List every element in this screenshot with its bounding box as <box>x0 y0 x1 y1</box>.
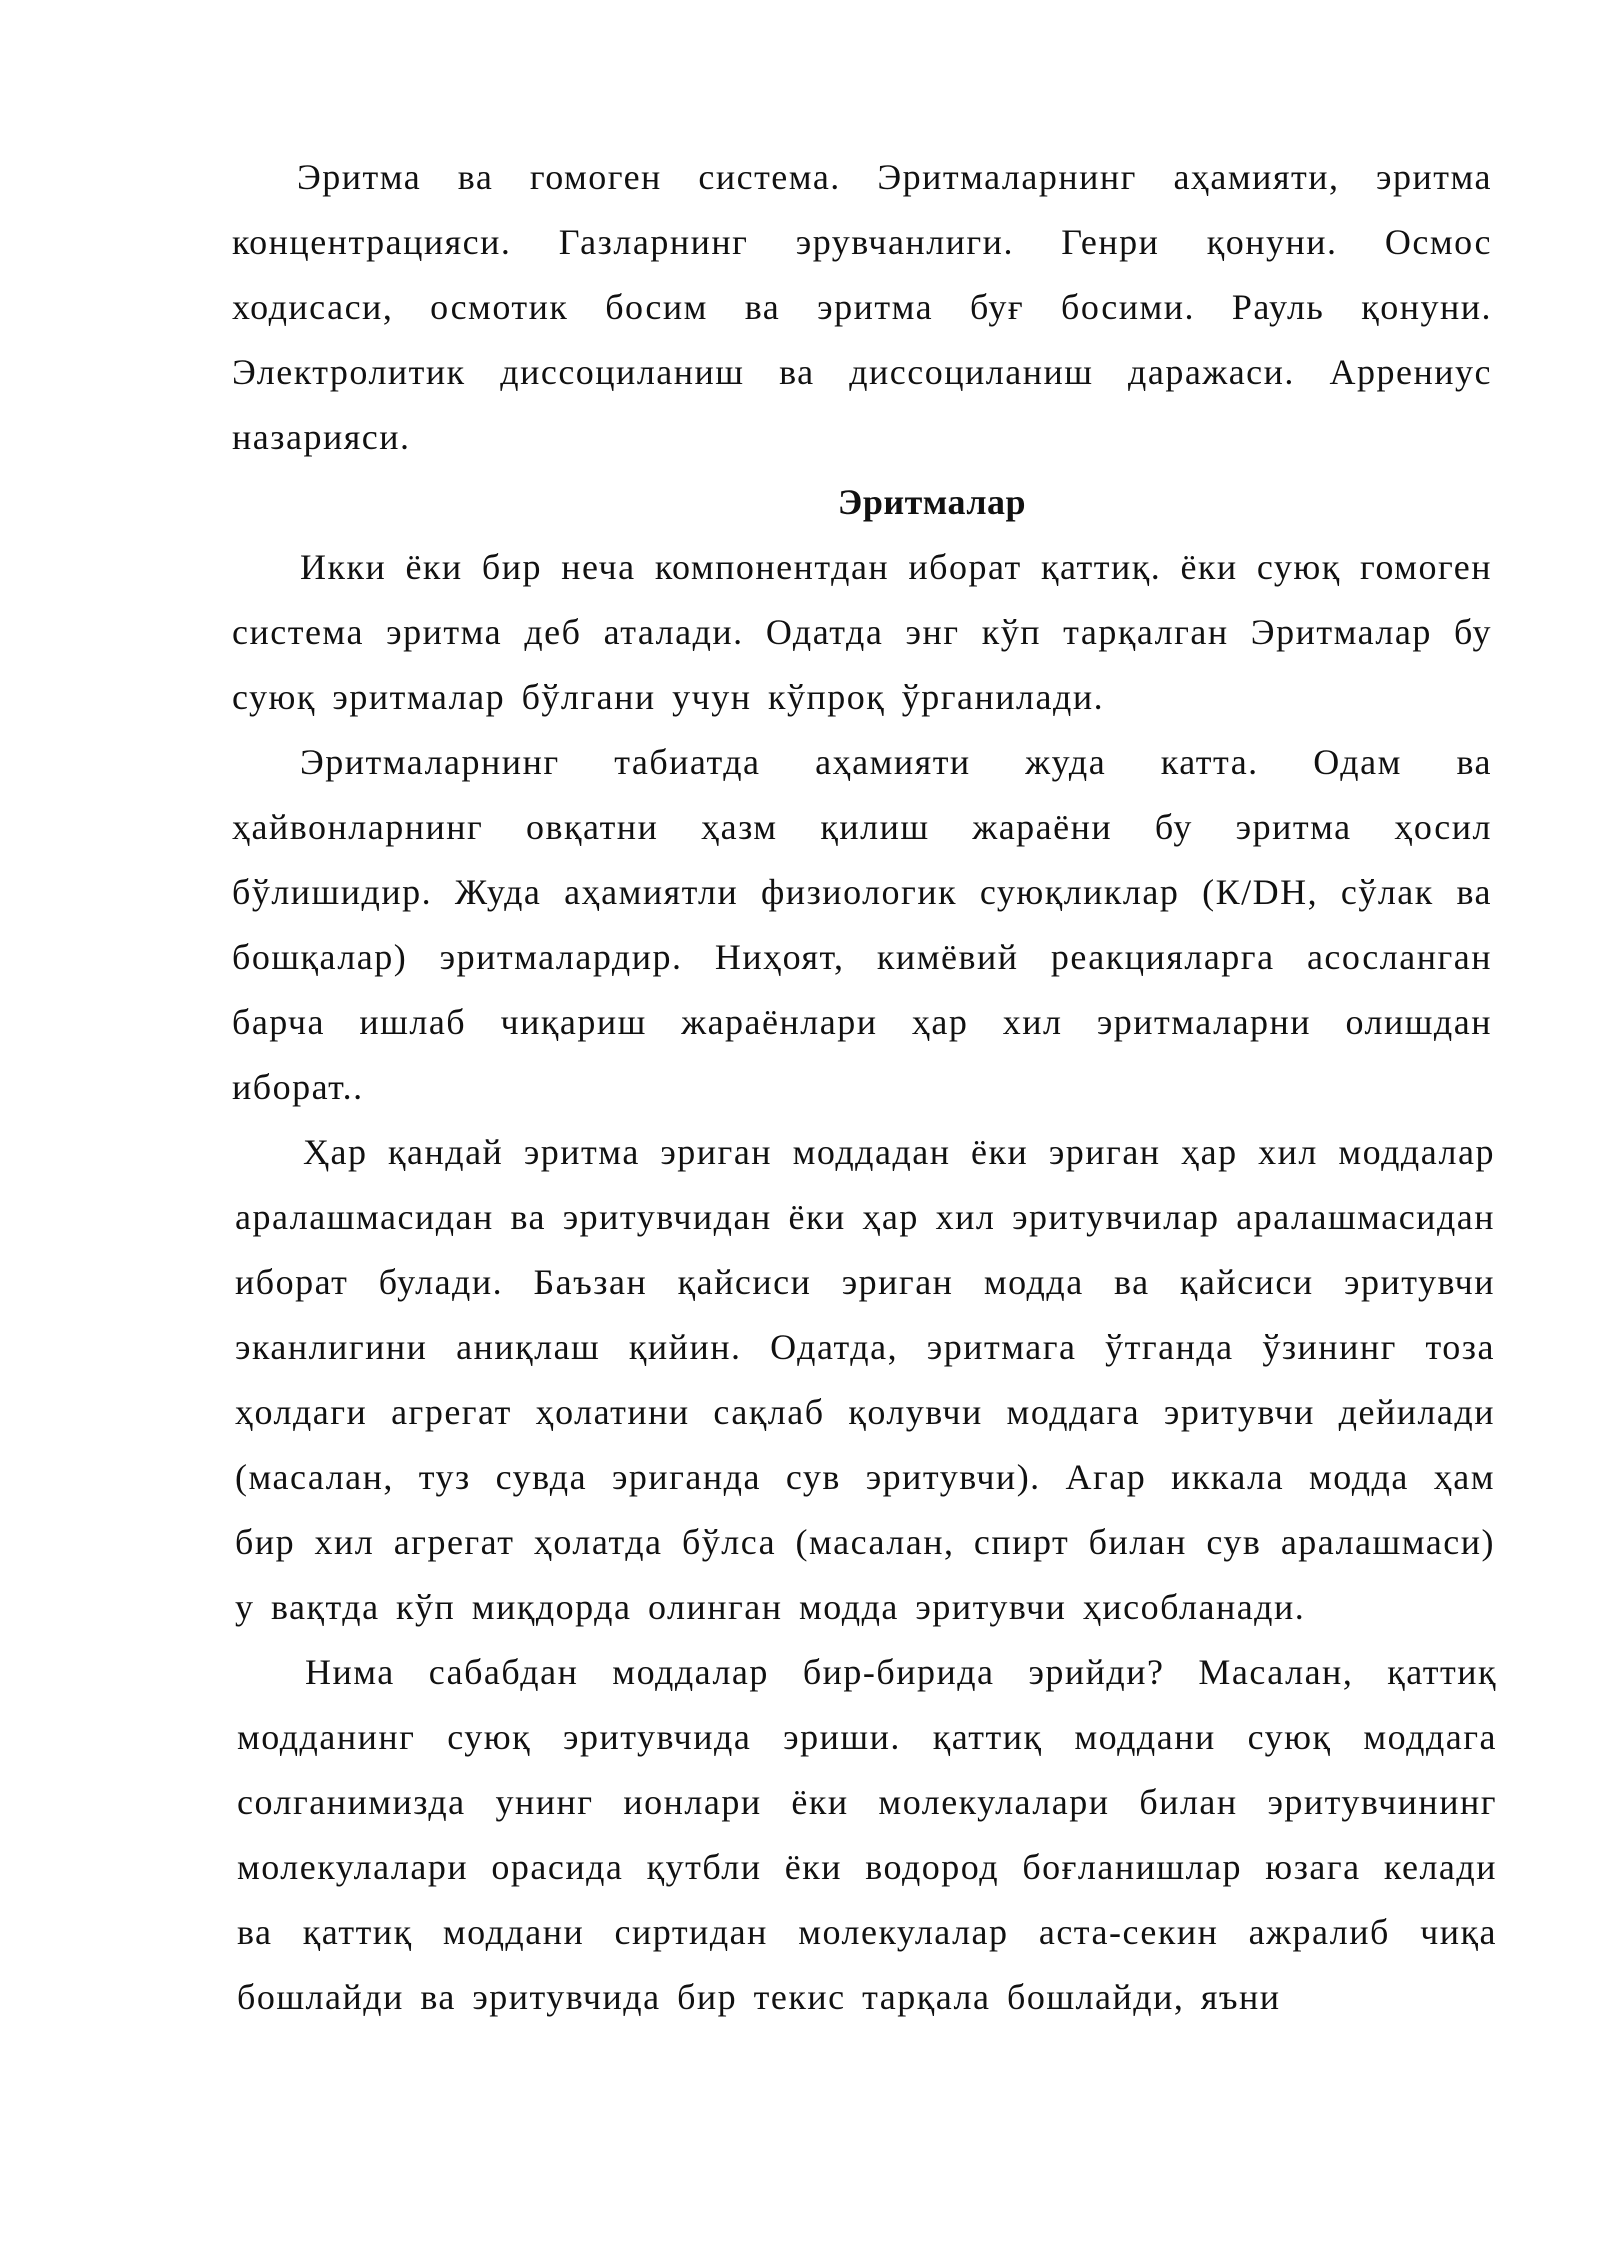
paragraph-definition: Икки ёки бир неча компонентдан иборат қаттиқ. ёки суюқ гомоген система эритма деб аталади. Одатда энг кўп тарқалган Эритмалар бу суюқ эритмалар бўлгани учун кўпроқ ўрганилади. <box>232 547 1492 717</box>
paragraph-dissolution: Нима сабабдан моддалар бир-бирида эрийди? Масалан, қаттиқ модданинг суюқ эритувчида эриши. қаттиқ моддани суюқ моддага солганимизда унинг ионлари ёки молекулалари билан эритувчининг молекулалари орасида қутбли ёки водород боғланишлар юзага келади ва қаттиқ моддани сиртидан молекулалар аста-секин ажралиб чиқа бошлайди ва эритувчида бир текис тарқала бошлайди, яъни <box>237 1652 1497 2017</box>
document-body <box>232 145 1497 2030</box>
paragraph-importance: Эритмаларнинг табиатда аҳамияти жуда катта. Одам ва ҳайвонларнинг овқатни ҳазм қилиш жараёни бу эритма ҳосил бўлишидир. Жуда аҳамиятли физиологик суюқликлар (К/DН, сўлак ва бошқалар) эритмалардир. Ниҳоят, кимёвий реакцияларга асосланган барча ишлаб чиқариш жараёнлари ҳар хил эритмаларни олишдан иборат.. <box>232 742 1492 1107</box>
paragraph-composition: Ҳар қандай эритма эриган моддадан ёки эриган ҳар хил моддалар аралашмасидан ва эритувчидан ёки ҳар хил эритувчилар аралашмасидан иборат булади. Баъзан қайсиси эриган модда ва қайсиси эритувчи эканлигини аниқлаш қийин. Одатда, эритмага ўтганда ўзининг тоза ҳолдаги агрегат ҳолатини сақлаб қолувчи моддага эритувчи дейилади (масалан, туз сувда эриганда сув эритувчи). Агар иккала модда ҳам бир хил агрегат ҳолатда бўлса (масалан, спирт билан сув аралашмаси) у вақтда кўп миқдорда олинган модда эритувчи ҳисобланади. <box>235 1132 1495 1627</box>
intro-paragraph: Эритма ва гомоген система. Эритмаларнинг аҳамияти, эритма концентрацияси. Газларнинг эрувчанлиги. Генри қонуни. Осмос ходисаси, осмотик босим ва эритма буғ босими. Рауль қонуни. Электролитик диссоциланиш ва диссоциланиш даражаси. Аррениус назарияси. <box>232 157 1492 457</box>
section-heading: Эритмалар <box>837 482 1027 522</box>
